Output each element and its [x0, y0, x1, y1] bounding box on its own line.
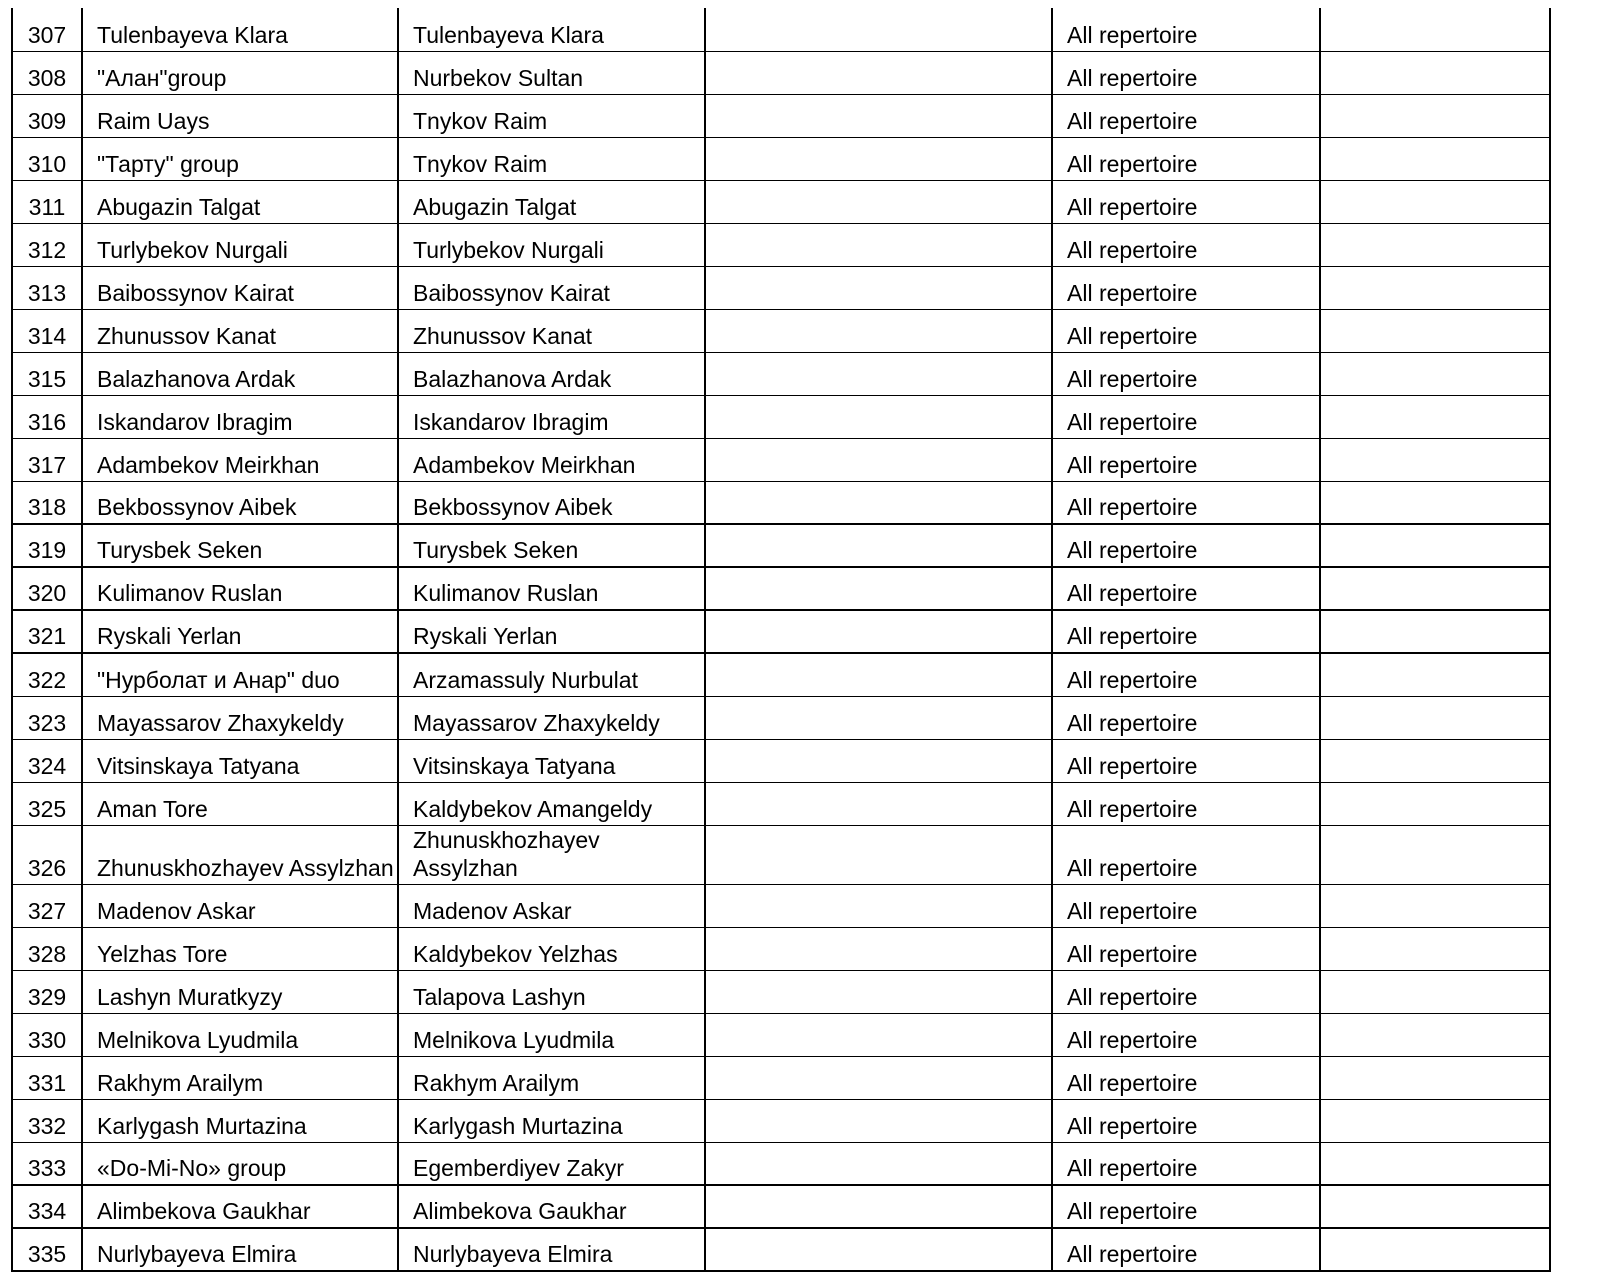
repertoire: All repertoire	[1052, 395, 1320, 438]
performer-name: Zhunussov Kanat	[82, 309, 398, 352]
extra-cell	[1320, 1013, 1550, 1056]
repertoire: All repertoire	[1052, 610, 1320, 653]
table-row	[12, 739, 1550, 782]
performer-name: Kulimanov Ruslan	[82, 567, 398, 610]
table-row	[12, 567, 1550, 610]
rights-holder: Arzamassuly Nurbulat	[398, 653, 705, 696]
rights-holder: Baibossynov Kairat	[398, 266, 705, 309]
row-number: 321	[12, 610, 82, 653]
row-number: 325	[12, 782, 82, 825]
extra-cell	[1320, 970, 1550, 1013]
rights-holder: Kaldybekov Yelzhas	[398, 927, 705, 970]
rights-holder: Rakhym Arailym	[398, 1056, 705, 1099]
table-row	[12, 884, 1550, 927]
performer-name: Abugazin Talgat	[82, 180, 398, 223]
table-row	[12, 94, 1550, 137]
performer-name: Bekbossynov Aibek	[82, 481, 398, 524]
extra-cell	[1320, 739, 1550, 782]
row-number: 332	[12, 1099, 82, 1142]
rights-holder: Adambekov Meirkhan	[398, 438, 705, 481]
table-row	[12, 1228, 1550, 1271]
row-number: 319	[12, 524, 82, 567]
repertoire: All repertoire	[1052, 1099, 1320, 1142]
notes-cell	[705, 352, 1052, 395]
notes-cell	[705, 1013, 1052, 1056]
repertoire: All repertoire	[1052, 94, 1320, 137]
extra-cell	[1320, 1228, 1550, 1271]
extra-cell	[1320, 266, 1550, 309]
extra-cell	[1320, 309, 1550, 352]
extra-cell	[1320, 1099, 1550, 1142]
row-number: 317	[12, 438, 82, 481]
repertoire: All repertoire	[1052, 8, 1320, 51]
performer-name: Madenov Askar	[82, 884, 398, 927]
rights-holder: Turlybekov Nurgali	[398, 223, 705, 266]
repertoire: All repertoire	[1052, 1142, 1320, 1185]
row-number: 314	[12, 309, 82, 352]
performer-name: Nurlybayeva Elmira	[82, 1228, 398, 1271]
performer-name: «Do-Mi-No» group	[82, 1142, 398, 1185]
table-row	[12, 524, 1550, 567]
performer-name: Karlygash Murtazina	[82, 1099, 398, 1142]
notes-cell	[705, 438, 1052, 481]
repertoire: All repertoire	[1052, 352, 1320, 395]
performer-name: "Нурболат и Анар" duo	[82, 653, 398, 696]
row-number: 330	[12, 1013, 82, 1056]
performer-name: Adambekov Meirkhan	[82, 438, 398, 481]
repertoire: All repertoire	[1052, 927, 1320, 970]
repertoire: All repertoire	[1052, 1185, 1320, 1228]
rights-holder: Egemberdiyev Zakyr	[398, 1142, 705, 1185]
repertoire: All repertoire	[1052, 567, 1320, 610]
table-row	[12, 1013, 1550, 1056]
repertoire: All repertoire	[1052, 696, 1320, 739]
extra-cell	[1320, 653, 1550, 696]
extra-cell	[1320, 51, 1550, 94]
extra-cell	[1320, 352, 1550, 395]
extra-cell	[1320, 567, 1550, 610]
rights-holder: Tnykov Raim	[398, 94, 705, 137]
row-number: 334	[12, 1185, 82, 1228]
rights-holder: Balazhanova Ardak	[398, 352, 705, 395]
extra-cell	[1320, 438, 1550, 481]
repertoire: All repertoire	[1052, 438, 1320, 481]
rights-holder: Nurbekov Sultan	[398, 51, 705, 94]
extra-cell	[1320, 884, 1550, 927]
table-row	[12, 970, 1550, 1013]
performer-name: Balazhanova Ardak	[82, 352, 398, 395]
performer-name: Iskandarov Ibragim	[82, 395, 398, 438]
performer-name: Melnikova Lyudmila	[82, 1013, 398, 1056]
table-row	[12, 352, 1550, 395]
row-number: 313	[12, 266, 82, 309]
performer-name: Raim Uays	[82, 94, 398, 137]
row-number: 320	[12, 567, 82, 610]
performer-name: Baibossynov Kairat	[82, 266, 398, 309]
row-number: 326	[12, 825, 82, 884]
notes-cell	[705, 266, 1052, 309]
notes-cell	[705, 825, 1052, 884]
repertoire: All repertoire	[1052, 180, 1320, 223]
notes-cell	[705, 884, 1052, 927]
table-row	[12, 51, 1550, 94]
performer-name: Rakhym Arailym	[82, 1056, 398, 1099]
rights-holder: Alimbekova Gaukhar	[398, 1185, 705, 1228]
rights-holder: Melnikova Lyudmila	[398, 1013, 705, 1056]
performer-name: Ryskali Yerlan	[82, 610, 398, 653]
row-number: 309	[12, 94, 82, 137]
extra-cell	[1320, 927, 1550, 970]
extra-cell	[1320, 180, 1550, 223]
repertoire: All repertoire	[1052, 782, 1320, 825]
rights-holder: Talapova Lashyn	[398, 970, 705, 1013]
row-number: 310	[12, 137, 82, 180]
rights-holder: Mayassarov Zhaxykeldy	[398, 696, 705, 739]
row-number: 323	[12, 696, 82, 739]
row-number: 307	[12, 8, 82, 51]
repertoire: All repertoire	[1052, 884, 1320, 927]
notes-cell	[705, 970, 1052, 1013]
rights-holder: Tulenbayeva Klara	[398, 8, 705, 51]
rights-holder: Turysbek Seken	[398, 524, 705, 567]
extra-cell	[1320, 782, 1550, 825]
notes-cell	[705, 653, 1052, 696]
performer-name: "Алан"group	[82, 51, 398, 94]
extra-cell	[1320, 1142, 1550, 1185]
repertoire: All repertoire	[1052, 1013, 1320, 1056]
notes-cell	[705, 137, 1052, 180]
repertoire: All repertoire	[1052, 266, 1320, 309]
row-number: 316	[12, 395, 82, 438]
repertoire: All repertoire	[1052, 309, 1320, 352]
table-row	[12, 309, 1550, 352]
notes-cell	[705, 1185, 1052, 1228]
row-number: 331	[12, 1056, 82, 1099]
table-row	[12, 927, 1550, 970]
performer-name: Turysbek Seken	[82, 524, 398, 567]
table-row	[12, 1185, 1550, 1228]
row-number: 322	[12, 653, 82, 696]
table-row	[12, 395, 1550, 438]
extra-cell	[1320, 223, 1550, 266]
rights-holder: Bekbossynov Aibek	[398, 481, 705, 524]
row-number: 315	[12, 352, 82, 395]
repertoire: All repertoire	[1052, 137, 1320, 180]
rights-holder: Abugazin Talgat	[398, 180, 705, 223]
row-number: 329	[12, 970, 82, 1013]
table-row	[12, 137, 1550, 180]
rights-holder: Kaldybekov Amangeldy	[398, 782, 705, 825]
notes-cell	[705, 696, 1052, 739]
table-row	[12, 653, 1550, 696]
table-row	[12, 180, 1550, 223]
extra-cell	[1320, 137, 1550, 180]
rights-holder: Tnykov Raim	[398, 137, 705, 180]
rights-holder: Karlygash Murtazina	[398, 1099, 705, 1142]
notes-cell	[705, 8, 1052, 51]
performer-name: Lashyn Muratkyzy	[82, 970, 398, 1013]
extra-cell	[1320, 696, 1550, 739]
performer-name: "Тарту" group	[82, 137, 398, 180]
table-row	[12, 438, 1550, 481]
notes-cell	[705, 309, 1052, 352]
row-number: 328	[12, 927, 82, 970]
performer-name: Alimbekova Gaukhar	[82, 1185, 398, 1228]
extra-cell	[1320, 825, 1550, 884]
extra-cell	[1320, 1185, 1550, 1228]
rights-holder: Madenov Askar	[398, 884, 705, 927]
extra-cell	[1320, 524, 1550, 567]
performer-name: Yelzhas Tore	[82, 927, 398, 970]
performer-name: Aman Tore	[82, 782, 398, 825]
table-row	[12, 1056, 1550, 1099]
rights-holder: Iskandarov Ibragim	[398, 395, 705, 438]
table-row	[12, 266, 1550, 309]
performer-name: Mayassarov Zhaxykeldy	[82, 696, 398, 739]
notes-cell	[705, 223, 1052, 266]
table-row	[12, 1099, 1550, 1142]
row-number: 318	[12, 481, 82, 524]
table-row	[12, 8, 1550, 51]
notes-cell	[705, 51, 1052, 94]
notes-cell	[705, 94, 1052, 137]
row-number: 324	[12, 739, 82, 782]
notes-cell	[705, 481, 1052, 524]
row-number: 311	[12, 180, 82, 223]
notes-cell	[705, 1142, 1052, 1185]
notes-cell	[705, 1056, 1052, 1099]
table-row	[12, 481, 1550, 524]
extra-cell	[1320, 8, 1550, 51]
row-number: 335	[12, 1228, 82, 1271]
notes-cell	[705, 395, 1052, 438]
performer-name: Turlybekov Nurgali	[82, 223, 398, 266]
row-number: 333	[12, 1142, 82, 1185]
table-row	[12, 223, 1550, 266]
notes-cell	[705, 610, 1052, 653]
notes-cell	[705, 782, 1052, 825]
repertoire: All repertoire	[1052, 1228, 1320, 1271]
notes-cell	[705, 1099, 1052, 1142]
repertoire: All repertoire	[1052, 481, 1320, 524]
notes-cell	[705, 739, 1052, 782]
performer-name: Vitsinskaya Tatyana	[82, 739, 398, 782]
repertoire: All repertoire	[1052, 524, 1320, 567]
row-number: 308	[12, 51, 82, 94]
registry-table	[11, 8, 1551, 1272]
table-row	[12, 825, 1550, 884]
extra-cell	[1320, 94, 1550, 137]
notes-cell	[705, 524, 1052, 567]
table-row	[12, 1142, 1550, 1185]
row-number: 327	[12, 884, 82, 927]
performer-name: Tulenbayeva Klara	[82, 8, 398, 51]
table-row	[12, 610, 1550, 653]
repertoire: All repertoire	[1052, 653, 1320, 696]
extra-cell	[1320, 610, 1550, 653]
repertoire: All repertoire	[1052, 970, 1320, 1013]
rights-holder: Kulimanov Ruslan	[398, 567, 705, 610]
repertoire: All repertoire	[1052, 739, 1320, 782]
extra-cell	[1320, 1056, 1550, 1099]
performer-name: Zhunuskhozhayev Assylzhan	[82, 825, 398, 884]
table-row	[12, 782, 1550, 825]
rights-holder: Ryskali Yerlan	[398, 610, 705, 653]
repertoire: All repertoire	[1052, 51, 1320, 94]
notes-cell	[705, 180, 1052, 223]
repertoire: All repertoire	[1052, 825, 1320, 884]
notes-cell	[705, 567, 1052, 610]
repertoire: All repertoire	[1052, 1056, 1320, 1099]
rights-holder: Nurlybayeva Elmira	[398, 1228, 705, 1271]
rights-holder: Vitsinskaya Tatyana	[398, 739, 705, 782]
rights-holder: Zhunussov Kanat	[398, 309, 705, 352]
registry-table-body	[12, 8, 1550, 1271]
table-row	[12, 696, 1550, 739]
row-number: 312	[12, 223, 82, 266]
notes-cell	[705, 927, 1052, 970]
extra-cell	[1320, 481, 1550, 524]
rights-holder: Zhunuskhozhayev Assylzhan	[398, 825, 705, 884]
extra-cell	[1320, 395, 1550, 438]
repertoire: All repertoire	[1052, 223, 1320, 266]
notes-cell	[705, 1228, 1052, 1271]
